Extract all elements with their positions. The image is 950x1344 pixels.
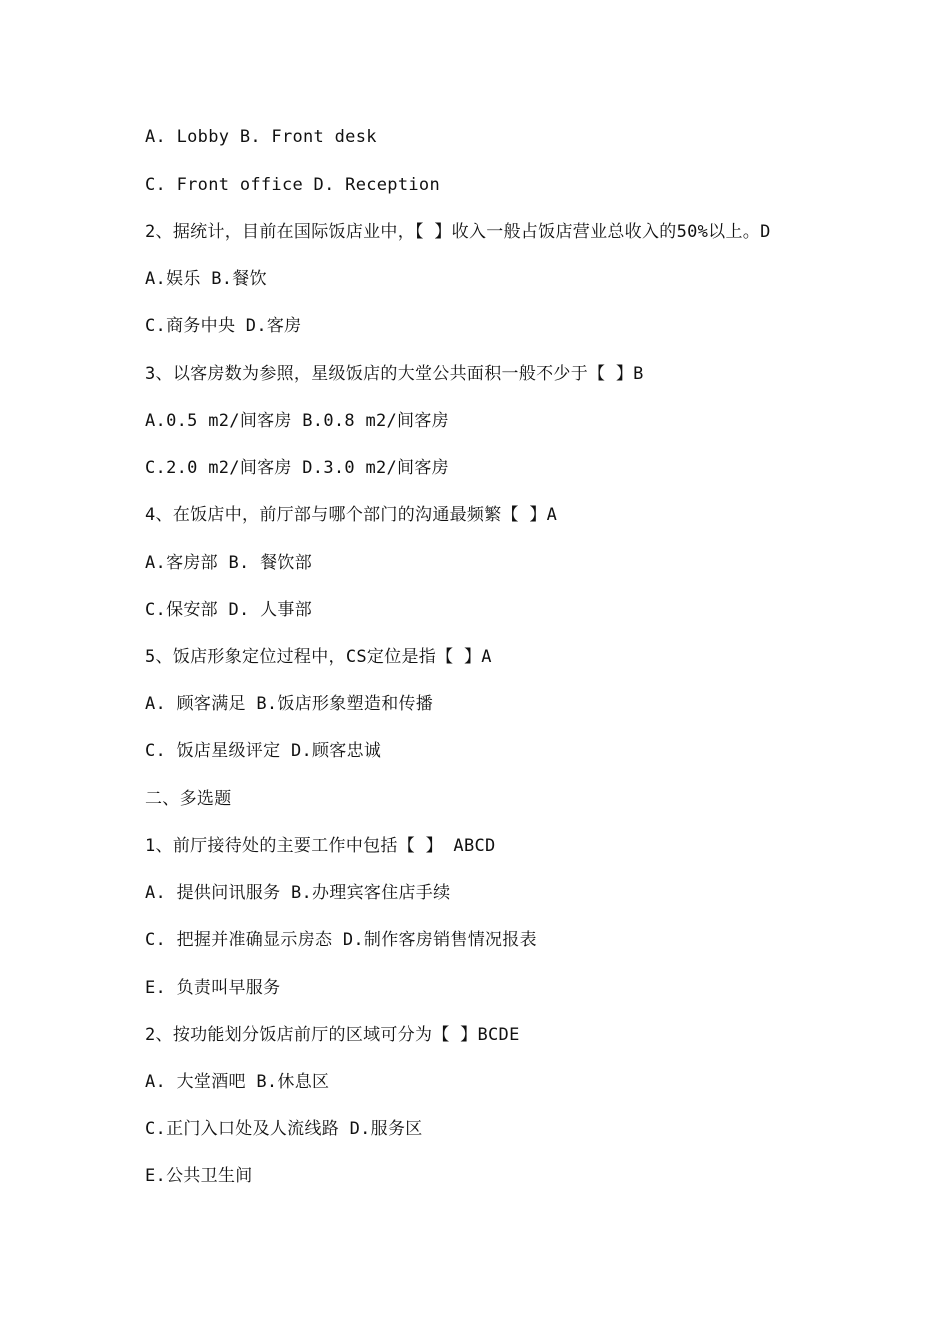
- multi-question-2-options-ab: A. 大堂酒吧 B.休息区: [145, 1072, 330, 1092]
- question-5-options-cd: C. 饭店星级评定 D.顾客忠诚: [145, 741, 382, 761]
- multi-question-2-options-cd: C.正门入口处及人流线路 D.服务区: [145, 1119, 423, 1139]
- question-2-stem: 2、据统计，目前在国际饭店业中，【 】收入一般占饭店营业总收入的50%以上。D: [145, 222, 771, 242]
- question-3-options-ab: A.0.5 m2/间客房 B.0.8 m2/间客房: [145, 411, 449, 431]
- question-3-options-cd: C.2.0 m2/间客房 D.3.0 m2/间客房: [145, 458, 449, 478]
- question-4-options-ab: A.客房部 B. 餐饮部: [145, 553, 313, 573]
- question-1-options-ab: A. Lobby B. Front desk: [145, 127, 377, 147]
- question-2-options-cd: C.商务中央 D.客房: [145, 316, 302, 336]
- question-3-stem: 3、以客房数为参照，星级饭店的大堂公共面积一般不少于【 】B: [145, 364, 644, 384]
- question-4-stem: 4、在饭店中，前厅部与哪个部门的沟通最频繁【 】A: [145, 505, 558, 525]
- question-5-stem: 5、饭店形象定位过程中，CS定位是指【 】A: [145, 647, 492, 667]
- question-2-options-ab: A.娱乐 B.餐饮: [145, 269, 267, 289]
- question-4-options-cd: C.保安部 D. 人事部: [145, 600, 313, 620]
- multi-question-1-stem: 1、前厅接待处的主要工作中包括【 】 ABCD: [145, 836, 496, 856]
- question-1-options-cd: C. Front office D. Reception: [145, 175, 440, 195]
- multi-question-2-stem: 2、按功能划分饭店前厅的区域可分为【 】BCDE: [145, 1025, 520, 1045]
- multi-question-2-option-e: E.公共卫生间: [145, 1166, 253, 1186]
- section-heading-multiple-choice: 二、多选题: [145, 789, 232, 809]
- multi-question-1-option-e: E. 负责叫早服务: [145, 978, 281, 998]
- question-5-options-ab: A. 顾客满足 B.饭店形象塑造和传播: [145, 694, 434, 714]
- multi-question-1-options-ab: A. 提供问讯服务 B.办理宾客住店手续: [145, 883, 451, 903]
- multi-question-1-options-cd: C. 把握并准确显示房态 D.制作客房销售情况报表: [145, 930, 537, 950]
